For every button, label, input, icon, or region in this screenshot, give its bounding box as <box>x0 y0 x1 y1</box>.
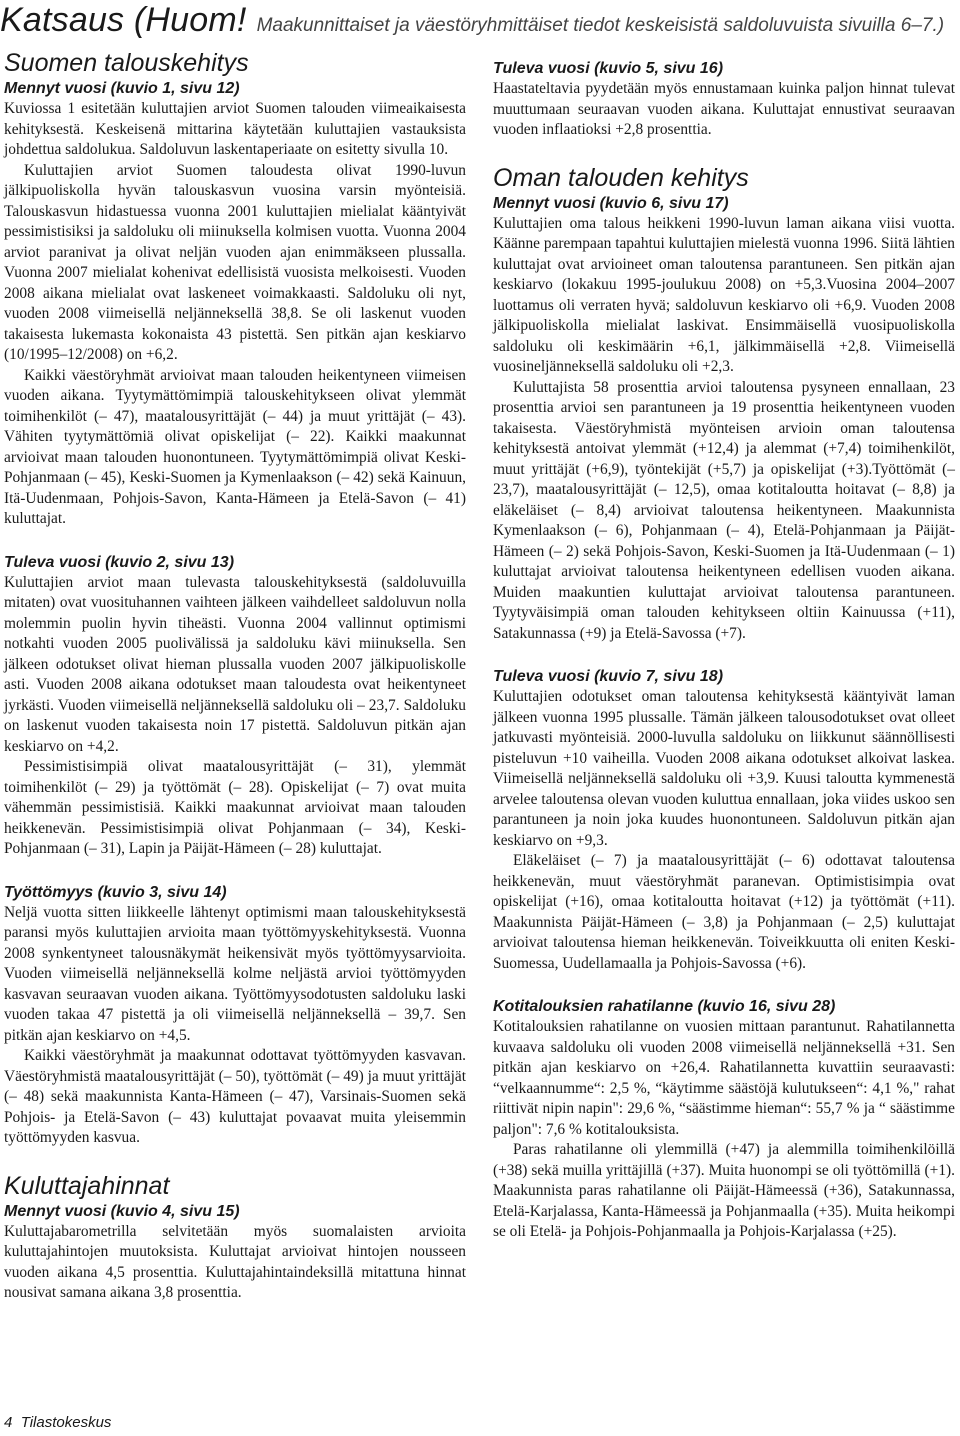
paragraph: Kuluttajien arviot maan tulevasta talouskehityksestä (saldoluvuilla mitaten) ovat vuosituhannen vaihteen jälkeen vaihdelleet saldoluvun nolla molemmin puolin hyvin tiheästi. Vuonna 2004 vallinnut optimismi notkahti vuoden 2005 puolivälissä ja saldoluku kävi miinuksella. Sen jälkeen odotukset olivat hieman plussalla vuoden 2007 jälkipuoliskolle asti. Vuoden 2008 aikana odotukset maan taloudesta ovat heikentyneet jyrkästi. Vuoden viimeisellä neljänneksellä saldoluku oli – 23,7. Saldoluku on laskenut vuoden takaisesta noin 17 pistettä. Saldoluvun pitkän ajan keskiarvo on +4,2. <box>4 573 466 755</box>
subheading-mennyt-vuosi-oma: Mennyt vuosi (kuvio 6, sivu 17) <box>493 194 729 212</box>
paragraph: Neljä vuotta sitten liikkeelle lähtenyt optimismi maan talouskehityksestä paransi myös kuluttajien arvioita maan työttömyyskehityksestä. Vuonna 2008 synkentyneet talousnäkymät heikensivät myös työttömyysarvioita. Vuoden viimeisellä neljänneksellä kolme neljästä arvioi työttömyyden kasvavan seuraavan vuoden aikana. Työttömyysodotusten saldoluku laski vuoden takaa 47 pistettä ja oli viimeisellä neljänneksellä – 39,7. Sen pitkän ajan keskiarvo on +4,5. <box>4 903 466 1044</box>
section-title-oma-talous: Oman talouden kehitys <box>493 163 749 192</box>
subheading-tuleva-vuosi: Tuleva vuosi (kuvio 2, sivu 13) <box>4 553 235 571</box>
page-number: 4 <box>4 1414 13 1431</box>
paragraph: Kuluttajabarometrilla selvitetään myös suomalaisten arvioita kuluttajahintojen muutoksista. Kuluttajat arvioivat hintojen nousseen vuoden aikana 4,5 prosenttia. Kuluttajahintaindeksillä mitattuna hinnat nousivat samana aikana 3,8 prosenttia. <box>4 1222 466 1301</box>
left-column <box>4 48 466 1304</box>
paragraph: Kuluttajien odotukset oman taloutensa kehityksestä kääntyivät laman jälkeen vuonna 1995 plussalle. Tämän jälkeen talousodotukset ovat olleet jatkuvasti myönteisiä. 2000-luvulla saldoluku on liikkunut säännöllisesti pisteluvun +10 vaiheilla. Vuoden 2008 aikana odotukset alkoivat laskea. Viimeisellä neljänneksellä saldoluku oli +3,9. Kuusi taloutta kymmenestä arvelee taloutensa olevan vuoden kuluttua ennallaan, joka viides uskoo sen parantuneen ja noin joka kuudes huonontuneen. Saldoluvun pitkän ajan keskiarvo on +9,3. <box>493 688 955 849</box>
subheading-mennyt-vuosi-hinnat: Mennyt vuosi (kuvio 4, sivu 15) <box>4 1202 240 1220</box>
subheading-mennyt-vuosi: Mennyt vuosi (kuvio 1, sivu 12) <box>4 80 240 97</box>
section-title-kuluttajahinnat: Kuluttajahinnat <box>4 1171 170 1200</box>
paragraph: Kuluttajista 58 prosenttia arvioi taloutensa pysyneen ennallaan, 23 prosenttia arvioi sen parantuneen ja 19 prosenttia heikentyneen vuoden takaisesta. Väestöryhmistä myönteisen arvioin oman taloutensa kehityksestä antoivat ylemmät (+12,4) ja alemmat (+7,4) toimihenkilöt, muut yrittäjät (+6,9), työntekijät (+5,7) ja opiskelijat (+3).Työttömät (– 23,7), maatalousyrittäjät (– 12,5), omaa kotitaloutta hoitavat (– 8,8) ja eläkeläiset (– 8,4) arvioivat taloutensa heikentyneen. Maakunnista Kymenlaakson (– 6), Pohjanmaan (– 4), Etelä-Pohjanmaan ja Päijät-Hämeen (– 2) sekä Pohjois-Savon, Keski-Suomen ja Itä-Uudenmaan (– 1) kuluttajat arvioivat taloutensa heikentyneen edellisen vuoden aikana. Muiden maakuntien kuluttajat arvioivat taloutensa parantuneen. Tyytyväisimpiä oman talouden kehitykseen oltiin Kainuussa (+11), Satakunnassa (+9) ja Etelä-Savossa (+7). <box>493 378 955 642</box>
subheading-rahatilanne: Kotitalouksien rahatilanne (kuvio 16, sivu 28) <box>493 998 836 1015</box>
paragraph: Kuluttajien oma talous heikkeni 1990-luvun laman aikana viisi vuotta. Käänne parempaan tapahtui kuluttajien mielestä vuonna 1996. Siitä lähtien kuluttajat ovat arvioineet oman taloutensa parantuneen. Sen pitkän ajan keskiarvo (lokakuu 1995-joulukuu 2008) on +5,3.Vuosina 2004–2007 luottamus oli verraten hyvä; saldoluvun keskiarvo oli +6,9. Vuoden 2008 jälkipuoliskolla mielialat laskivat. Ensimmäisellä vuosipuoliskolla saldoluku oli keskimäärin +6,1, jälkimmäisellä +2,8. Viimeisellä vuosineljänneksellä saldoluku oli +2,3. <box>493 214 956 375</box>
paragraph: Kotitalouksien rahatilanne on vuosien mittaan parantunut. Rahatilannetta kuvaava saldoluku oli vuoden 2008 viimeisellä neljänneksellä +31. Sen pitkän ajan keskiarvo on +26,4. Rahatilannetta kuvattiin seuraavasti: “velkaannumme“: 2,5 %, “käytimme säästöjä kulutukseen“: 4,1 %," rahat riittivät nipin napin": 29,6 %, “säästimme hieman“: 55,7 % ja “ säästimme paljon": 7,6 % kotitalouksista. <box>493 1018 955 1138</box>
subheading-tuleva-vuosi-oma: Tuleva vuosi (kuvio 7, sivu 18) <box>493 668 724 685</box>
paragraph: Kaikki väestöryhmät ja maakunnat odottavat työttömyyden kasvavan. Väestöryhmistä maatalousyrittäjät (– 50), työttömät (– 49) ja muut yrittäjät (– 48) sekä maakunnista Kanta-Hämeen (– 47), Varsinais-Suomen sekä Pohjois- ja Etelä-Savon (– 43) kuluttajat povaavat muita yleisemmin työttömyyden kasvua. <box>4 1047 466 1146</box>
paragraph: Pessimistisimpiä olivat maatalousyrittäjät (– 31), ylemmät toimihenkilöt (– 29) ja työttömät (– 28). Opiskelijat (– 7) ovat muita vähemmän pessimistisiä. Kaikki maakunnat arvioivat maan talouden heikkenevän. Pessimistisimpiä olivat Pohjanmaan (– 34), Keski-Pohjanmaan (– 31), Lapin ja Päijät-Hämeen (– 28) kuluttajat. <box>4 758 466 857</box>
publisher-name: Tilastokeskus <box>20 1414 112 1431</box>
page-header <box>0 0 960 42</box>
paragraph: Paras rahatilanne oli ylemmillä (+47) ja alemmilla toimihenkilöillä (+38) sekä muilla yrittäjillä (+37). Muita huonompi se oli työttömillä (+1). Maakunnista paras rahatilanne oli Päijät-Hämeessä (+36), Satakunnassa, Etelä-Karjalassa, Kanta-Hämeessä ja Pohjanmaalla (+35). Muita heikompi se oli Etelä- ja Pohjois-Pohjanmaalla ja Pohjois-Karjalassa (+25). <box>493 1141 955 1240</box>
paragraph: Haastateltavia pyydetään myös ennustamaan kuinka paljon hinnat tulevat muuttumaan seuraavan vuoden aikana. Kuluttajat ennustivat seuraavan vuoden inflaatioksi +2,8 prosenttia. <box>493 80 955 138</box>
subheading-tyottomyys: Työttömyys (kuvio 3, sivu 14) <box>4 883 227 901</box>
paragraph: Kuviossa 1 esitetään kuluttajien arviot Suomen talouden viimeaikaisesta kehityksestä. Keskeisenä mittarina käytetään kuluttajien vastauksista johdettua saldolukua. Saldoluvun laskentaperiaate on esitetty sivulla 10. <box>4 100 466 158</box>
paragraph: Kuluttajien arviot Suomen taloudesta olivat 1990-luvun jälkipuoliskolla hyvän talouskasvun vuosina varsin myönteisiä. Talouskasvun hidastuessa vuonna 2001 kuluttajien mielialat kääntyivät pessimistisiksi ja saldoluku oli miinuksella kolmisen vuotta. Vuonna 2004 arviot paranivat ja olivat neljän vuoden ajan enimmäkseen plussalla. Vuonna 2007 mielialat kohenivat edellisistä vuosista melkoisesti. Vuoden 2008 aikana mielialat ovat laskeneet voimakkaasti. Saldoluku oli nyt, vuoden 2008 viimeisellä neljänneksellä 38,8. Se oli laskenut vuoden takaisesta lukemasta kokonaista 43 pistettä. Sen pitkän ajan keskiarvo (10/1995–12/2008) on +6,2. <box>4 161 466 363</box>
section-title-talouskehitys: Suomen talouskehitys <box>4 49 249 77</box>
page-footer <box>4 1414 111 1431</box>
subheading-tuleva-vuosi-hinnat: Tuleva vuosi (kuvio 5, sivu 16) <box>493 60 724 77</box>
page-title: Katsaus (Huom! <box>0 1 247 39</box>
right-column <box>493 48 955 1243</box>
paragraph: Eläkeläiset (– 7) ja maatalousyrittäjät (– 6) odottavat taloutensa heikkenevän, muut väestöryhmät paranevan. Optimistisimpia ovat opiskelijat (+16), omaa kotitaloutta hoitavat (+12) ja työttömät (+11). Maakunnista Päijät-Hämeen (– 3,8) ja Pohjanmaan (– 2,5) kuluttajat arvioivat taloutensa hieman heikkenevän. Toiveikkuutta oli eniten Keski-Suomessa, Uudellamaalla ja Pohjois-Savossa (+6). <box>493 852 955 972</box>
header-note: Maakunnittaiset ja väestöryhmittäiset tiedot keskeisistä saldoluvuista sivuilla 6–7.) <box>256 15 945 36</box>
paragraph: Kaikki väestöryhmät arvioivat maan talouden heikentyneen viimeisen vuoden aikana. Tyytymättömimpiä talouskehitykseen olivat ylemmät toimihenkilöt (– 47), maatalousyrittäjät (– 44) ja muut yrittäjät (– 43). Vähiten tyytymättömiä olivat opiskelijat (– 22). Kaikki maakunnat arvioivat maan talouden huonontuneen. Tyytymättömimpiä olivat Keski-Pohjanmaan (– 45), Keski-Suomen ja Kymenlaakson (– 42) sekä Kainuun, Itä-Uudenmaan, Pohjois-Savon, Kanta-Hämeen ja Etelä-Savon (– 41) kuluttajat. <box>4 366 466 527</box>
